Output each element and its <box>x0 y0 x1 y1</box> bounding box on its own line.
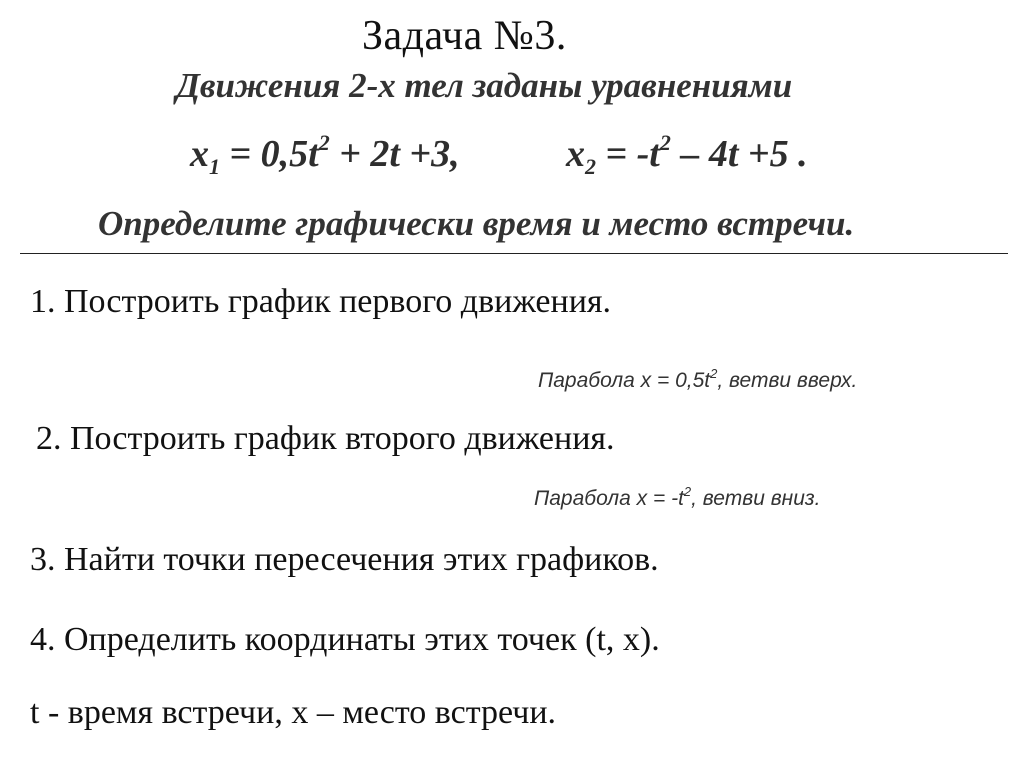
equation-1-part1: = 0,5t <box>220 133 319 175</box>
note-2-exponent: 2 <box>683 484 692 499</box>
equation-1 <box>190 130 460 180</box>
note-1-pre: Парабола x = 0,5t <box>538 369 711 392</box>
problem-question: Определите графически время и место встречи. <box>98 204 855 243</box>
problem-title: Задача №3. <box>362 13 567 59</box>
note-1-exponent: 2 <box>710 366 718 381</box>
note-1-post: , ветви вверх. <box>717 369 858 392</box>
equation-2-part2: – 4t +5 . <box>670 133 808 175</box>
step-1: 1. Построить график первого движения. <box>30 283 612 320</box>
equation-2-var: x <box>566 133 585 175</box>
step-3: 3. Найти точки пересечения этих графиков. <box>30 541 659 578</box>
note-2-pre: Парабола x = -t <box>534 487 684 510</box>
equation-1-subscript: 1 <box>209 154 220 179</box>
note-2 <box>534 484 821 511</box>
problem-subtitle: Движения 2-х тел заданы уравнениями <box>176 66 793 105</box>
step-4: 4. Определить координаты этих точек (t, x). <box>30 621 660 658</box>
step-5-definitions: t - время встречи, x – место встречи. <box>30 694 557 731</box>
step-2: 2. Построить график второго движения. <box>36 420 615 457</box>
note-1 <box>538 366 857 393</box>
equation-2-part1: = -t <box>596 133 660 175</box>
note-2-post: , ветви вниз. <box>691 487 821 510</box>
equation-2-exponent: 2 <box>659 130 671 155</box>
equation-2 <box>566 130 808 180</box>
divider-line <box>20 253 1008 254</box>
equation-1-exponent: 2 <box>318 130 330 155</box>
equation-1-var: x <box>190 133 209 175</box>
equation-2-subscript: 2 <box>585 154 596 179</box>
equation-1-part2: + 2t +3, <box>329 133 460 175</box>
